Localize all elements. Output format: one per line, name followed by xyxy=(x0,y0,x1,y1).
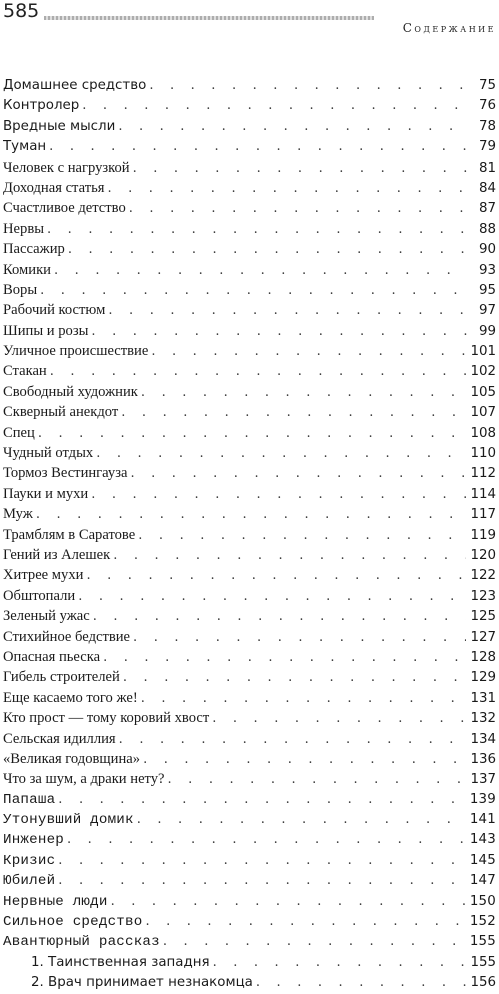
toc-dot-leader xyxy=(138,526,466,545)
toc-entry-page: 152 xyxy=(469,914,496,930)
toc-entry xyxy=(3,260,496,280)
toc-entry xyxy=(3,525,496,545)
toc-entry-title: Спец xyxy=(3,424,35,441)
toc-entry-title: 2. Врач принимает незнакомца xyxy=(31,975,253,991)
toc-entry-page: 156 xyxy=(470,975,496,991)
toc-entry-title: «Великая годовщина» xyxy=(3,750,141,767)
toc-entry-page: 107 xyxy=(470,405,496,421)
toc-dot-leader xyxy=(212,709,466,728)
toc-entry xyxy=(3,219,496,239)
toc-entry xyxy=(3,729,496,749)
toc-entry-page: 108 xyxy=(470,425,496,441)
toc-dot-leader xyxy=(137,810,466,830)
toc-entry-page: 122 xyxy=(470,568,496,584)
toc-entry-title: Чудный отдых xyxy=(3,445,94,462)
toc-entry-title: Воры xyxy=(3,281,38,298)
toc-dot-leader xyxy=(141,689,467,708)
toc-entry-page: 125 xyxy=(470,609,496,625)
table-of-contents xyxy=(3,76,496,994)
toc-entry-title: Сельская идиллия xyxy=(3,730,116,747)
toc-entry xyxy=(3,953,496,973)
toc-entry xyxy=(3,178,496,198)
toc-entry-page: 99 xyxy=(478,323,496,339)
toc-dot-leader xyxy=(40,281,468,300)
toc-entry-title: Контролер xyxy=(3,98,80,114)
toc-dot-leader xyxy=(91,485,466,504)
toc-entry-title: Юбилей xyxy=(3,873,56,890)
toc-entry-title: Что за шум, а драки нету? xyxy=(3,771,165,788)
toc-entry-page: 110 xyxy=(470,446,496,462)
toc-entry xyxy=(3,912,496,932)
toc-entry xyxy=(3,667,496,687)
toc-entry-title: Счастливое детство xyxy=(3,200,126,217)
toc-entry-page: 120 xyxy=(470,547,496,563)
header-decorative-rule xyxy=(44,16,374,20)
toc-dot-leader xyxy=(49,137,468,157)
toc-entry-page: 95 xyxy=(478,282,496,298)
toc-entry-title: Муж xyxy=(3,506,33,523)
toc-entry xyxy=(3,402,496,422)
toc-dot-leader xyxy=(58,871,466,891)
toc-entry xyxy=(3,973,496,993)
toc-entry-title: Рабочий костюм xyxy=(3,302,106,319)
toc-entry-title: Пассажир xyxy=(3,241,65,258)
toc-dot-leader xyxy=(133,628,466,647)
toc-dot-leader xyxy=(111,892,466,912)
toc-dot-leader xyxy=(103,648,466,667)
toc-entry xyxy=(3,484,496,504)
running-head: Содержание xyxy=(402,21,496,35)
toc-dot-leader xyxy=(108,301,468,320)
toc-entry-title: Доходная статья xyxy=(3,179,105,196)
toc-entry-title: Стакан xyxy=(3,363,47,380)
toc-entry xyxy=(3,280,496,300)
toc-entry xyxy=(3,688,496,708)
toc-entry xyxy=(3,117,496,137)
toc-entry-title: Вредные мысли xyxy=(3,118,116,134)
toc-dot-leader xyxy=(50,362,467,381)
toc-entry-title: Стихийное бедствие xyxy=(3,628,131,645)
toc-entry-page: 87 xyxy=(478,201,496,217)
toc-entry xyxy=(3,749,496,769)
toc-entry-title: Пауки и мухи xyxy=(3,485,89,502)
toc-entry-title: Папаша xyxy=(3,791,56,808)
toc-entry xyxy=(3,851,496,871)
toc-dot-leader xyxy=(133,159,468,178)
toc-entry-page: 78 xyxy=(478,118,496,134)
toc-dot-leader xyxy=(58,851,466,871)
toc-entry-page: 127 xyxy=(470,629,496,645)
toc-entry xyxy=(3,708,496,728)
toc-entry-page: 155 xyxy=(470,954,496,970)
toc-entry xyxy=(3,300,496,320)
toc-entry-title: Гибель строителей xyxy=(3,669,120,686)
toc-entry xyxy=(3,443,496,463)
toc-entry xyxy=(3,504,496,524)
toc-entry-page: 131 xyxy=(470,690,496,706)
toc-entry-title: Кризис xyxy=(3,852,56,869)
toc-dot-leader xyxy=(113,546,466,565)
toc-entry xyxy=(3,892,496,912)
toc-dot-leader xyxy=(107,179,468,198)
toc-entry-title: Нервы xyxy=(3,220,45,237)
toc-entry-title: Шипы и розы xyxy=(3,322,89,339)
toc-entry-page: 79 xyxy=(478,139,496,155)
toc-entry xyxy=(3,137,496,157)
toc-entry-page: 112 xyxy=(470,466,496,482)
toc-dot-leader xyxy=(38,424,467,443)
toc-entry-title: Обштопали xyxy=(3,587,76,604)
toc-entry-page: 102 xyxy=(470,364,496,380)
toc-entry-page: 150 xyxy=(469,893,496,909)
toc-dot-leader xyxy=(91,322,468,341)
toc-dot-leader xyxy=(163,932,466,952)
toc-entry xyxy=(3,790,496,810)
toc-entry-title: Комики xyxy=(3,261,51,278)
toc-entry xyxy=(3,565,496,585)
toc-entry xyxy=(3,586,496,606)
toc-entry-page: 84 xyxy=(478,180,496,196)
toc-entry-page: 101 xyxy=(470,344,496,360)
toc-entry-title: Еще касаемо того же! xyxy=(3,689,138,706)
toc-dot-leader xyxy=(78,587,466,606)
toc-entry xyxy=(3,239,496,259)
toc-dot-leader xyxy=(68,240,468,259)
toc-entry-title: Опасная пьеска xyxy=(3,648,101,665)
toc-entry xyxy=(3,545,496,565)
toc-entry-page: 139 xyxy=(469,791,496,807)
toc-entry xyxy=(3,423,496,443)
toc-entry-page: 114 xyxy=(470,486,496,502)
toc-entry-page: 119 xyxy=(470,527,496,543)
toc-dot-leader xyxy=(47,220,468,239)
toc-entry-title: Свободный художник xyxy=(3,383,138,400)
toc-entry xyxy=(3,341,496,361)
toc-dot-leader xyxy=(118,117,468,137)
page-number: 585 xyxy=(3,0,40,22)
toc-dot-leader xyxy=(129,199,468,218)
toc-entry xyxy=(3,647,496,667)
toc-entry xyxy=(3,198,496,218)
toc-entry-title: Тормоз Вестингауза xyxy=(3,465,128,482)
toc-entry-page: 105 xyxy=(470,384,496,400)
toc-dot-leader xyxy=(82,96,468,116)
toc-entry xyxy=(3,830,496,850)
toc-entry-page: 134 xyxy=(470,731,496,747)
toc-entry-title: Хитрее мухи xyxy=(3,567,84,584)
toc-dot-leader xyxy=(143,750,466,769)
toc-entry xyxy=(3,627,496,647)
toc-entry-page: 123 xyxy=(470,588,496,604)
toc-entry-page: 143 xyxy=(469,832,496,848)
toc-entry-page: 128 xyxy=(470,649,496,665)
toc-entry xyxy=(3,769,496,789)
toc-dot-leader xyxy=(67,830,466,850)
toc-dot-leader xyxy=(119,730,467,749)
toc-dot-leader xyxy=(141,383,467,402)
toc-dot-leader xyxy=(149,76,468,96)
toc-entry-page: 147 xyxy=(469,873,496,889)
toc-entry-page: 90 xyxy=(478,242,496,258)
toc-entry xyxy=(3,96,496,116)
toc-entry xyxy=(3,361,496,381)
toc-entry-page: 75 xyxy=(478,78,496,93)
toc-dot-leader xyxy=(36,505,467,524)
toc-entry-page: 76 xyxy=(478,98,496,114)
toc-entry-page: 97 xyxy=(478,303,496,319)
toc-entry-page: 137 xyxy=(470,772,496,788)
toc-entry-page: 132 xyxy=(470,711,496,727)
toc-entry xyxy=(3,463,496,483)
toc-entry-title: Инженер xyxy=(3,832,64,849)
toc-dot-leader xyxy=(93,607,467,626)
toc-dot-leader xyxy=(121,403,466,422)
toc-dot-leader xyxy=(96,444,466,463)
toc-dot-leader xyxy=(54,261,468,280)
toc-entry-page: 81 xyxy=(478,160,496,176)
toc-entry xyxy=(3,321,496,341)
toc-dot-leader xyxy=(256,973,467,993)
toc-dot-leader xyxy=(145,912,465,932)
toc-entry-page: 117 xyxy=(470,507,496,523)
toc-entry-title: Зеленый ужас xyxy=(3,608,90,625)
toc-entry-title: Утонувший домик xyxy=(3,812,134,829)
toc-entry xyxy=(3,76,496,96)
toc-entry-title: Нервные люди xyxy=(3,893,108,910)
toc-entry-page: 136 xyxy=(470,751,496,767)
toc-entry xyxy=(3,606,496,626)
toc-entry xyxy=(3,871,496,891)
toc-entry-page: 93 xyxy=(478,262,496,278)
toc-entry-title: Уличное происшествие xyxy=(3,343,149,360)
toc-entry-title: Человек с нагрузкой xyxy=(3,159,130,176)
toc-dot-leader xyxy=(86,566,466,585)
toc-entry-title: Сильное средство xyxy=(3,914,143,931)
toc-dot-leader xyxy=(58,790,466,810)
toc-dot-leader xyxy=(213,953,467,973)
toc-entry xyxy=(3,382,496,402)
toc-entry xyxy=(3,810,496,830)
toc-entry-title: 1. Таинственная западня xyxy=(31,954,210,970)
toc-dot-leader xyxy=(151,342,466,361)
toc-entry-title: Гений из Алешек xyxy=(3,546,111,563)
toc-dot-leader xyxy=(168,770,467,789)
toc-entry-title: Трамблям в Саратове xyxy=(3,526,136,543)
toc-entry-title: Скверный анекдот xyxy=(3,404,119,421)
toc-dot-leader xyxy=(123,668,467,687)
toc-entry-title: Авантюрный рассказ xyxy=(3,934,160,951)
toc-entry-title: Домашнее средство xyxy=(3,78,147,93)
toc-entry-page: 141 xyxy=(469,812,496,828)
toc-entry xyxy=(3,932,496,952)
toc-entry-title: Туман xyxy=(3,139,47,155)
toc-entry-page: 88 xyxy=(478,221,496,237)
toc-entry-page: 145 xyxy=(469,852,496,868)
toc-entry xyxy=(3,158,496,178)
toc-entry-title: Кто прост — тому коровий хвост xyxy=(3,710,210,727)
toc-entry-page: 155 xyxy=(469,934,496,950)
toc-dot-leader xyxy=(130,464,466,483)
toc-entry-page: 129 xyxy=(470,670,496,686)
